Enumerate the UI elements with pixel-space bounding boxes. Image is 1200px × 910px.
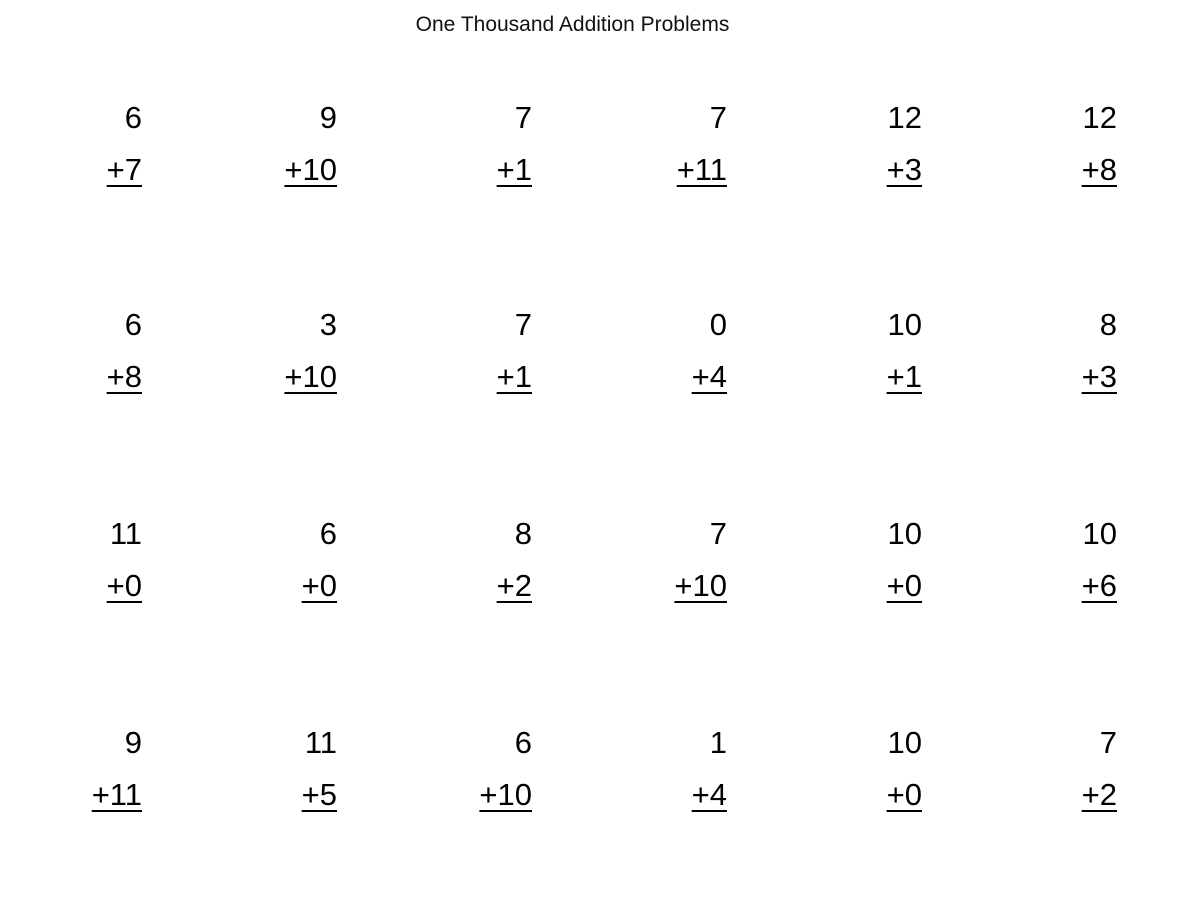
addend-bottom: +0 [886,777,922,812]
addition-problem [217,508,337,612]
addend-bottom: +0 [301,568,337,603]
addend-bottom: +1 [496,359,532,394]
addition-problem [217,299,337,403]
addition-problem [22,508,142,612]
page-title: One Thousand Addition Problems [415,13,730,36]
addition-problem [997,92,1117,196]
addend-top: 7 [709,516,727,551]
addend-top: 7 [1099,725,1117,760]
addend-top: 9 [124,725,142,760]
addition-problem [607,508,727,612]
addition-problem [802,717,922,821]
addend-bottom: +10 [284,152,337,187]
addition-problem [412,92,532,196]
addition-problem [997,299,1117,403]
addend-bottom: +7 [106,152,142,187]
addend-top: 0 [709,307,727,342]
addition-problem [607,92,727,196]
addend-top: 10 [887,516,922,551]
addend-bottom: +4 [691,777,727,812]
addend-top: 6 [319,516,337,551]
addend-top: 3 [319,307,337,342]
addition-problem [217,717,337,821]
addition-problem [802,508,922,612]
addition-problem [412,717,532,821]
addend-top: 10 [1082,516,1117,551]
addend-top: 7 [709,100,727,135]
addition-problem [607,717,727,821]
addition-problem [412,508,532,612]
addend-top: 10 [887,307,922,342]
addend-bottom: +10 [284,359,337,394]
addend-bottom: +5 [301,777,337,812]
addition-problem [997,717,1117,821]
addend-top: 8 [514,516,532,551]
addition-problem [997,508,1117,612]
addend-bottom: +6 [1081,568,1117,603]
addend-bottom: +2 [496,568,532,603]
addend-bottom: +1 [886,359,922,394]
addition-problem [607,299,727,403]
addend-top: 12 [1082,100,1117,135]
addend-bottom: +3 [886,152,922,187]
addend-bottom: +8 [106,359,142,394]
addend-bottom: +0 [106,568,142,603]
addend-bottom: +3 [1081,359,1117,394]
addition-problem [217,92,337,196]
addition-problem [412,299,532,403]
addition-problem [22,299,142,403]
addend-bottom: +8 [1081,152,1117,187]
addend-top: 10 [887,725,922,760]
addend-top: 11 [109,516,142,551]
addend-top: 6 [124,100,142,135]
addition-problem [802,299,922,403]
addend-bottom: +2 [1081,777,1117,812]
addend-top: 11 [304,725,337,760]
addition-problem [22,92,142,196]
addend-bottom: +0 [886,568,922,603]
addend-top: 1 [709,725,727,760]
addend-top: 7 [514,100,532,135]
addend-top: 7 [514,307,532,342]
addend-top: 6 [514,725,532,760]
addition-problem [22,717,142,821]
addend-bottom: +11 [91,777,142,812]
addend-top: 6 [124,307,142,342]
addend-bottom: +1 [496,152,532,187]
addition-problem [802,92,922,196]
addend-top: 9 [319,100,337,135]
addend-bottom: +10 [479,777,532,812]
addend-top: 12 [887,100,922,135]
addend-bottom: +11 [676,152,727,187]
addend-bottom: +10 [674,568,727,603]
addend-top: 8 [1099,307,1117,342]
addend-bottom: +4 [691,359,727,394]
